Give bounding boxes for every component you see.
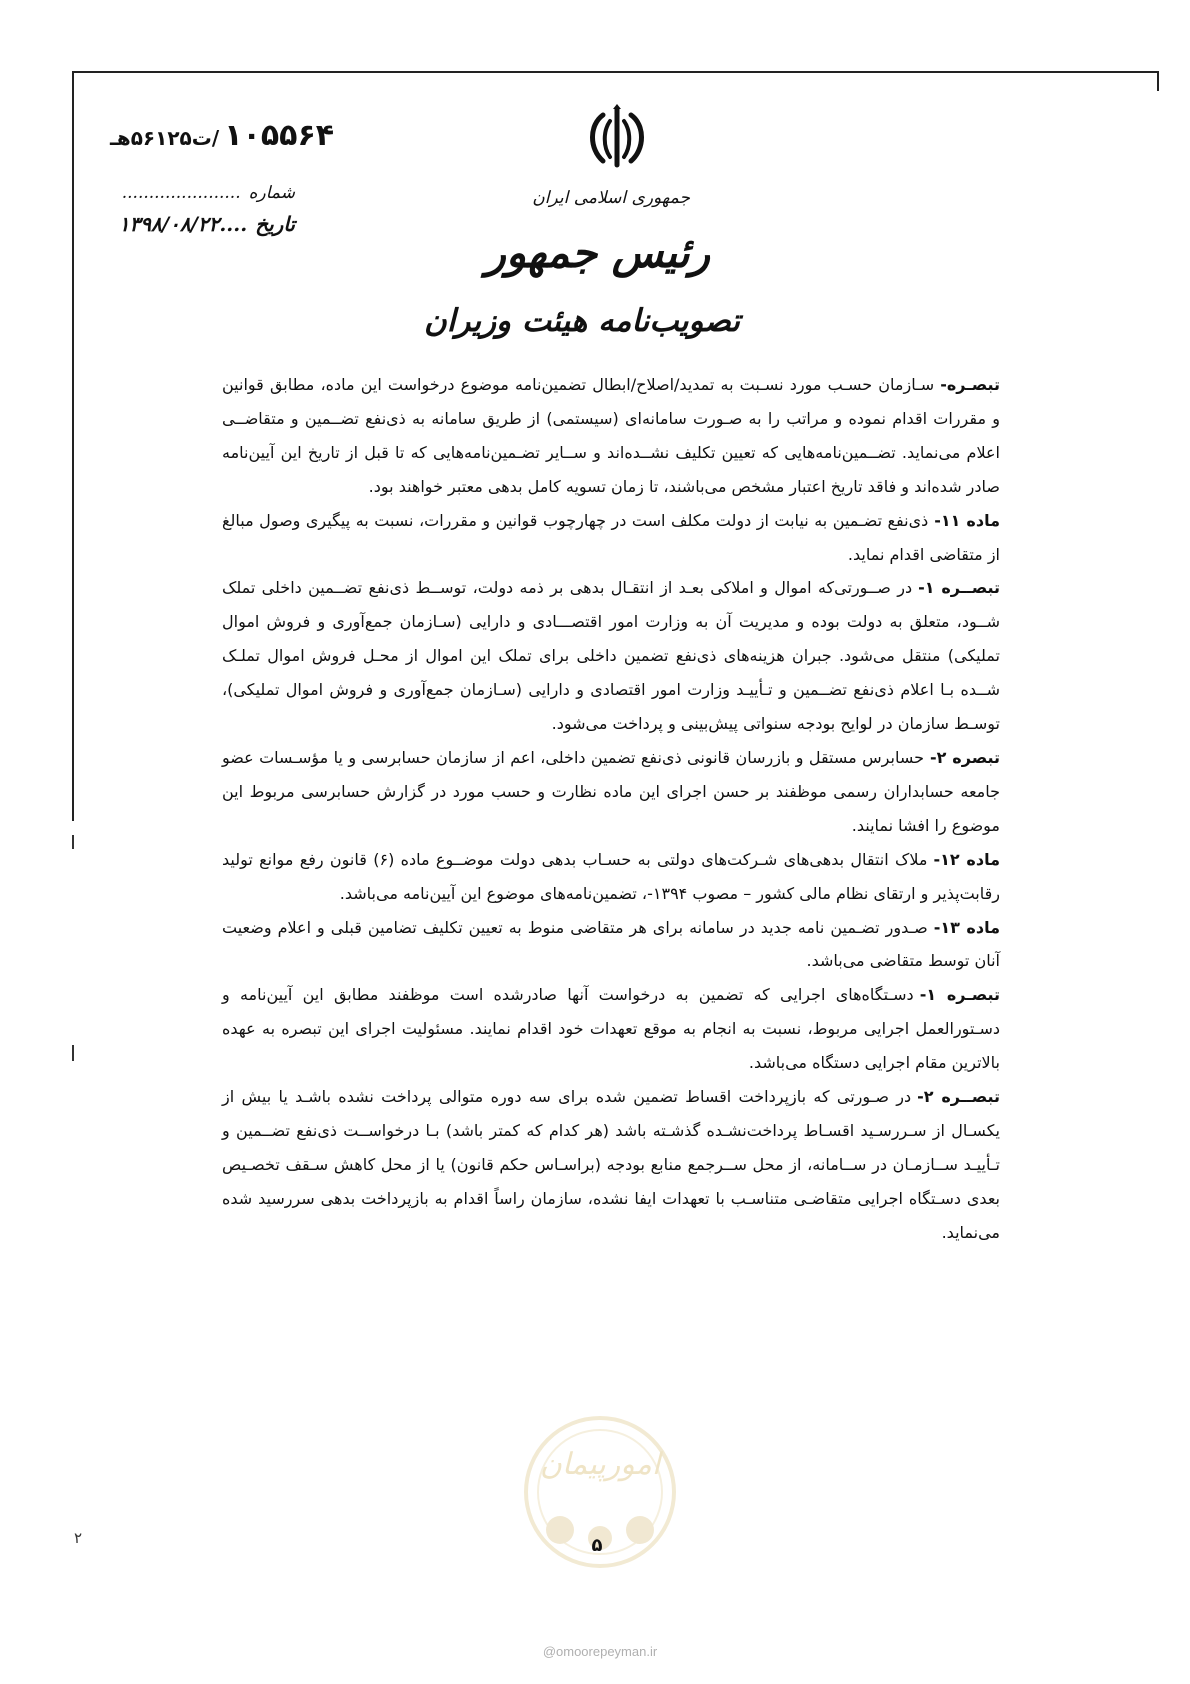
page-frame-right [1157, 71, 1159, 91]
paragraph-text: در صــورتی‌که اموال و املاکی بعـد از انتقـال بدهی بر ذمه دولت، توســط ذی‌نفع تضــمین داخلی تملک شــود، متعلق به دولت بوده و مدیریت آن به وزارت امور اقتصـــادی و دارایی (سـازمان جمع‌آوری و فروش اموال تملیکی) منتقل می‌شود. جبران هزینه‌های ذی‌نفع تضمین داخلی برای تملک این اموال از محـل فروش اموال تملـک شــده بـا اعلام ذی‌نفع تضــمین و تـأییـد وزارت امور اقتصادی و دارایی (سـازمان جمع‌آوری و فروش اموال تملیکی)، توسـط سازمان در لوایح بودجه سنواتی پیش‌بینی و پرداخت می‌شود. [222, 578, 1000, 734]
paragraph-article-11-note-1 [222, 571, 1000, 741]
paragraph-text: ذی‌نفع تضـمین به نیابت از دولت مکلف است در چهارچوب قوانین و مقررات، نسبت به پیگیری وصول مبالغ از متقاضی اقدام نماید. [222, 510, 1000, 564]
paragraph-text: در صـورتی که بازپرداخت اقساط تضمین شده برای سه دوره متوالی پرداخت نشده باشـد یا بیش از یکسـال از سـررسـید اقسـاط پرداخت‌نشـده گذشـته باشد (هر کدام که کمتر باشد) بـا درخواســت ذی‌نفع تضــمین و تـأییـد ســازمـان در ســامانه، از محل ســرجمع منابع بودجه (براسـاس حکم قانون) یا از محل کاهش سـقف تخصـیص بعدی دسـتگاه اجرایی متقاضـی متناسـب با تعهدات ایفا نشده، سازمان راساً اقدام به بازپرداخت بدهی سررسید شده می‌نماید. [222, 1087, 1000, 1242]
paragraph-article-13 [222, 911, 1000, 979]
paragraph-article-11-note-2 [222, 741, 1000, 843]
page-number: ۵ [591, 1535, 603, 1556]
paragraph-term: ماده ۱۱- [934, 510, 1001, 530]
paragraph-term: ماده ۱۳- [933, 917, 1001, 937]
paragraph-text: صـدور تضـمین نامه جدید در سامانه برای هر متقاضی منوط به تعیین تکلیف تضامین قبلی و اعلام وضعیت آنان توسط متقاضی می‌باشد. [222, 917, 1000, 971]
margin-tick [72, 835, 74, 849]
page-frame-left [72, 71, 74, 821]
svg-text:امورپیمان: امورپیمان [539, 1447, 661, 1482]
paragraph-term: تبصره ۲- [930, 747, 1001, 767]
margin-mark: ۲ [74, 1529, 83, 1547]
date-value: ....۱۳۹۸/۰۸/۲۲ [118, 212, 248, 236]
president-title: رئیس جمهور [485, 228, 710, 277]
iran-emblem-icon [583, 103, 651, 171]
footer-url: @omoorepeyman.ir [542, 1644, 658, 1659]
letter-number-suffix: /ت۵۶۱۲۵هـ [110, 126, 220, 150]
letter-number [110, 118, 334, 153]
republic-label: جمهوری اسلامی ایران [532, 188, 690, 208]
number-label: شماره [248, 183, 295, 203]
resolution-title: تصویب‌نامه هیئت وزیران [423, 303, 740, 339]
paragraph-article-11 [222, 504, 1000, 572]
date-field [118, 212, 295, 236]
paragraph-article-13-note-2 [222, 1080, 1000, 1250]
paragraph-text: دسـتگاه‌های اجرایی که تضمین به درخواست آنها صادرشده است موظفند مطابق این آیین‌نامه و دسـتورالعمل اجرایی مربوط، نسبت به انجام به موقع تعهدات خود اقدام نمایند. مسئولیت اجرای این تبصره به عهده بالاترین مقام اجرایی دستگاه می‌باشد. [222, 985, 1000, 1073]
paragraph-term: تبصـره ۱- [919, 985, 1001, 1005]
document-body [222, 368, 1000, 1250]
number-field [121, 183, 295, 203]
paragraph-term: تبصـره- [940, 375, 1000, 394]
date-label: تاریخ [255, 212, 295, 236]
paragraph-article-13-note-1 [222, 978, 1000, 1080]
paragraph-note [222, 368, 1000, 504]
paragraph-article-12 [222, 843, 1000, 911]
page-frame-top [72, 71, 1158, 73]
paragraph-term: تبصــره ۱- [918, 578, 1000, 598]
paragraph-text: سـازمان حسـب مورد نسـبت به تمدید/اصلاح/ابطال تضمین‌نامه موضوع درخواست این ماده، مطابق قوانین و مقررات اقدام نموده و مراتب را به صـورت سامانه‌ای (سیستمی) از طریق سامانه به ذی‌نفع تضــمین و متقاضــی اعلام می‌نماید. تضــمین‌نامه‌هایی که تعیین تکلیف نشــده‌اند و ســایر تضـمین‌نامه‌هایی که تا قبل از تاریخ این آیین‌نامه صادر شده‌اند و فاقد تاریخ اعتبار مشخص می‌باشند، تا زمان تسویه کامل بدهی معتبر خواهند بود. [222, 375, 1000, 496]
paragraph-text: حسابرس مستقل و بازرسان قانونی ذی‌نفع تضمین داخلی، اعم از سازمان حسابرسی و یا مؤسـسات عضو جامعه حسابداران رسمی موظفند بر حسن اجرای این ماده نظارت و حسب مورد در گزارش حسابرسی مربوط این موضوع را افشا نمایند. [222, 747, 1000, 835]
number-dots: ...................... [121, 183, 241, 203]
paragraph-text: ملاک انتقال بدهی‌های شـرکت‌های دولتی به حسـاب بدهی دولت موضــوع ماده (۶) قانون رفع موانع تولید رقابت‌پذیر و ارتقای نظام مالی کشور – مصوب ۱۳۹۴-، تضمین‌نامه‌های موضوع این آیین‌نامه می‌باشد. [222, 849, 1000, 903]
paragraph-term: ماده ۱۲- [933, 849, 1000, 869]
letter-number-main: ۱۰۵۵۶۴ [224, 118, 335, 153]
margin-tick [72, 1045, 74, 1061]
paragraph-term: تبصــره ۲- [917, 1087, 1000, 1107]
